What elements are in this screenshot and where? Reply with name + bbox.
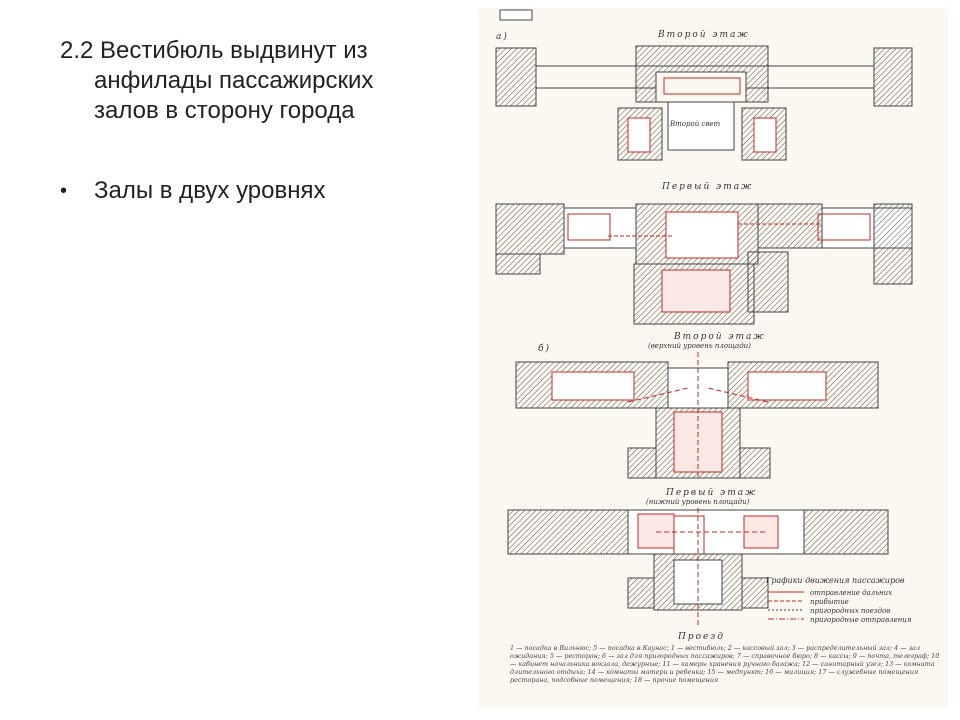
legend-item: пригородных поездов	[810, 606, 891, 615]
legend-item: отправление дальних	[810, 588, 893, 597]
movement-legend	[766, 576, 946, 624]
heading-line-2: анфилады пассажирских	[94, 67, 374, 94]
legend-title: Графики движения пассажиров	[766, 576, 905, 585]
slide-heading	[60, 36, 450, 126]
plan-c-subtitle: (верхний уровень площади)	[648, 342, 751, 350]
plan-a-marker: а)	[496, 32, 509, 42]
plan-c-upper-level	[516, 352, 878, 478]
bullet-text: Залы в двух уровнях	[94, 177, 326, 204]
plan-c-title: Второй этаж	[674, 332, 766, 342]
plan-d-title: Первый этаж	[666, 488, 758, 498]
plan-c-marker: б)	[538, 344, 552, 354]
heading-line-3: залов в сторону города	[94, 97, 355, 124]
plan-d-subtitle: (нижний уровень площади)	[646, 498, 750, 506]
plan-a-title: Второй этаж	[658, 30, 750, 40]
plan-b-title: Первый этаж	[662, 182, 754, 192]
plan-a-room-label: Второй свет	[670, 120, 721, 128]
plan-d-bottom-label: Проезд	[678, 632, 725, 642]
bullet-item	[60, 176, 326, 206]
legend-item: пригородные отправления	[810, 615, 912, 624]
bullet-dot: •	[60, 180, 68, 202]
plan-b-first-floor	[496, 204, 912, 324]
floor-plans-figure	[478, 8, 948, 708]
legend-item: прибытие	[810, 597, 849, 606]
figure-caption: 1 — посадка в Вильнюс; 5 — посадка в Каунас; 1 — вестибюль; 2 — кассовый зал; 3 — распределительный зал; 4 — зал ожидания; 5 — ресторан; 6 — зал для пригородных пассажиров; 7 — справочное бюро; 8 — кассы; 9 — почта, телеграф; 10 — кабинет начальника вокзала, дежурные; 11 — камеры хранения ручного багажа; 12 — санитарный узел; 13 — комната длительного отдыха; 14 — комнаты матери и ребенка; 15 — медпункт; 16 — милиция; 17 — служебные помещения ресторана, подсобные помещения; 18 — прочие помещения	[510, 644, 940, 684]
heading-line-1: 2.2 Вестибюль выдвинут из	[60, 37, 368, 64]
